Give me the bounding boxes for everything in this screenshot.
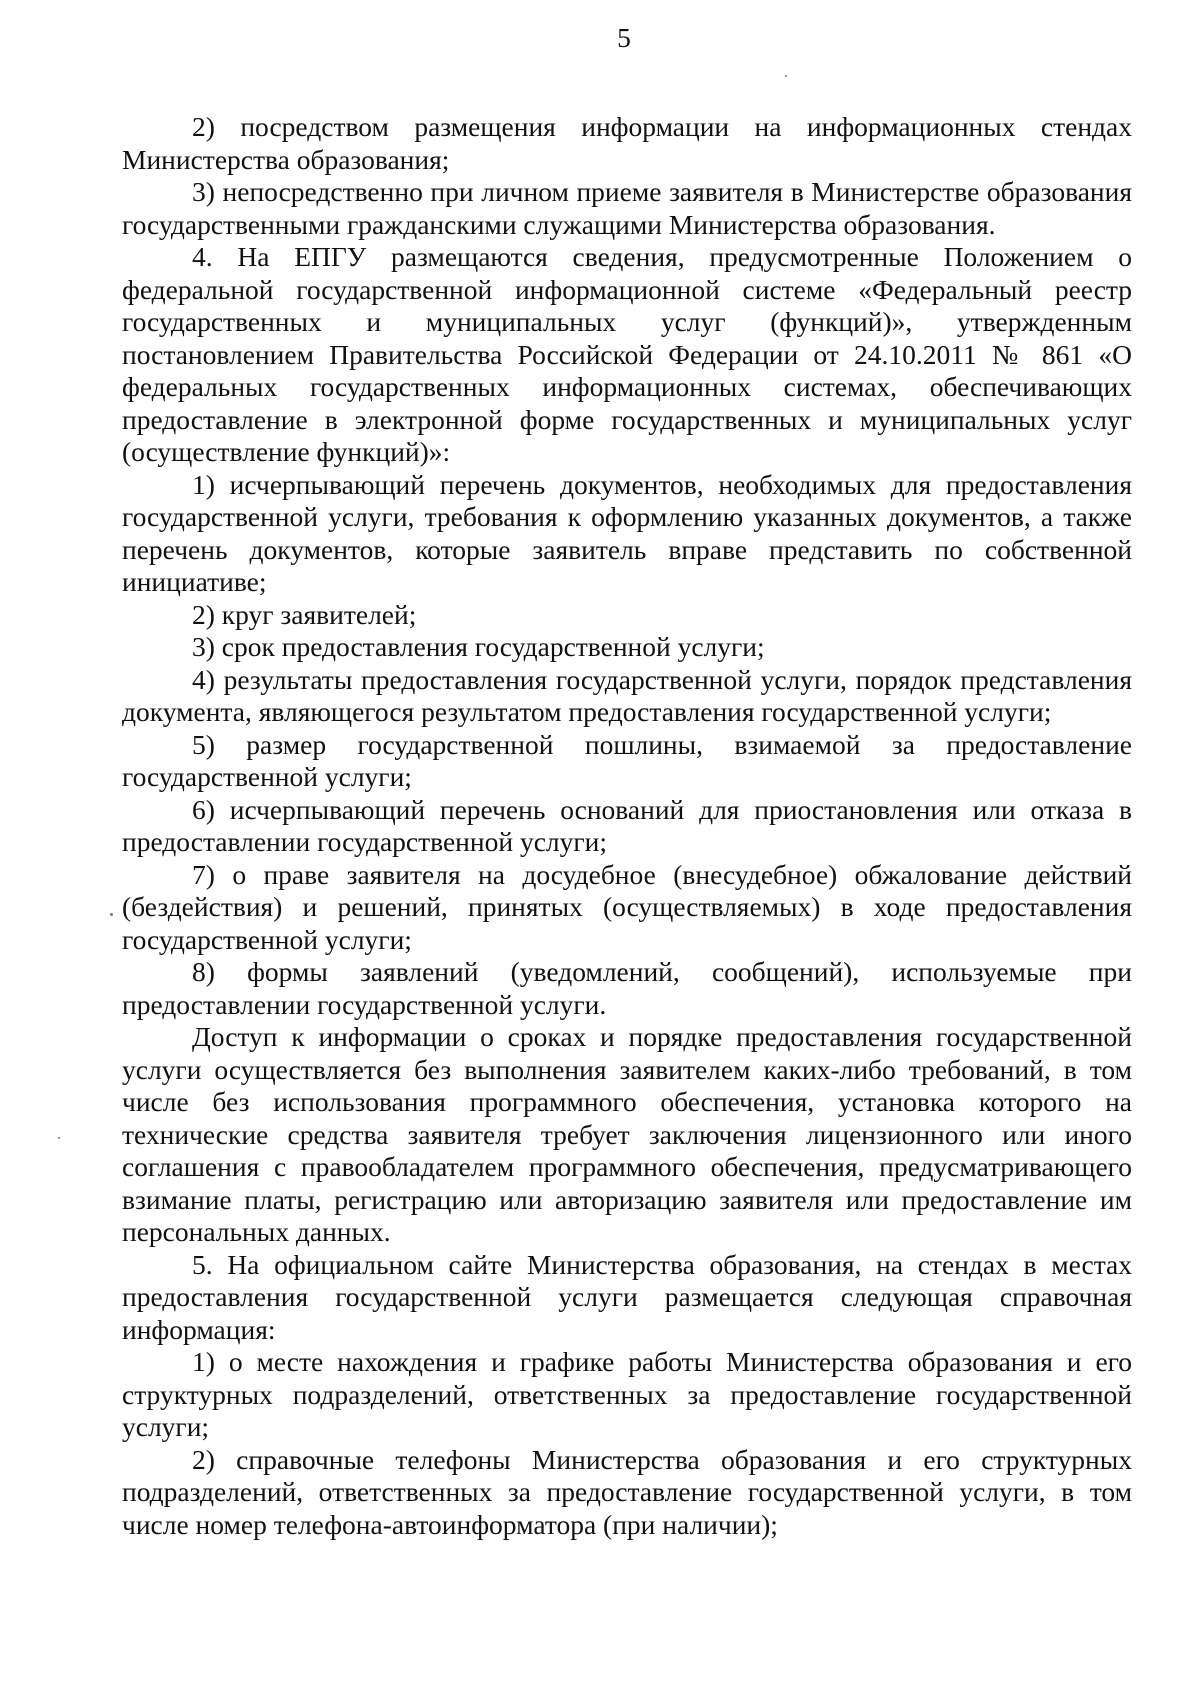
paragraph-14: 1) о месте нахождения и графике работы Министерства образования и его структурных подразделений, ответственных за предоставление государственной услуги; xyxy=(122,1346,1132,1442)
paragraph-9: 6) исчерпывающий перечень оснований для приостановления или отказа в предоставлении государственной услуги; xyxy=(122,793,1132,857)
paragraph-1: 2) посредством размещения информации на информационных стендах Министерства образования; xyxy=(122,111,1132,175)
paragraph-12: Доступ к информации о сроках и порядке предоставления государственной услуги осуществляется без выполнения заявителем каких-либо требований, в том числе без использования программного обеспечения, установка которого на технические средства заявителя требует заключения лицензионного или иного соглашения с правообладателем программного обеспечения, предусматривающего взимание платы, регистрацию или авторизацию заявителя или предоставление им персональных данных. xyxy=(122,1021,1132,1247)
paragraph-15: 2) справочные телефоны Министерства образования и его структурных подразделений, ответственных за предоставление государственной услуги, в том числе номер телефона-автоинформатора (при наличии); xyxy=(122,1443,1132,1540)
paragraph-3: 4. На ЕПГУ размещаются сведения, предусмотренные Положением о федеральной государственной информационной системе «Федеральный реестр государственных и муниципальных услуг (функций)», утвержденным постановлением Правительства Российской Федерации от 24.10.2011 № 861 «О федеральных государственных информационных системах, обеспечивающих предоставление в электронной форме государственных и муниципальных услуг (осуществление функций)»: xyxy=(122,241,1132,467)
paragraph-11: 8) формы заявлений (уведомлений, сообщений), используемые при предоставлении государственной услуги. xyxy=(122,956,1132,1020)
paragraph-2: 3) непосредственно при личном приеме заявителя в Министерстве образования государственными гражданскими служащими Министерства образования. xyxy=(122,176,1132,240)
paragraph-5: 2) круг заявителей; xyxy=(192,598,417,630)
paragraph-4: 1) исчерпывающий перечень документов, необходимых для предоставления государственной услуги, требования к оформлению указанных документов, а также перечень документов, которые заявитель вправе представить по собственной инициативе; xyxy=(122,468,1132,597)
paragraph-6: 3) срок предоставления государственной услуги; xyxy=(192,631,765,662)
paragraph-10: 7) о праве заявителя на досудебное (внесудебное) обжалование действий (бездействия) и решений, принятых (осуществляемых) в ходе предоставления государственной услуги; xyxy=(122,858,1132,955)
paragraph-8: 5) размер государственной пошлины, взимаемой за предоставление государственной услуги; xyxy=(122,728,1132,792)
document-body xyxy=(122,111,1132,1541)
scan-speck xyxy=(58,1137,60,1139)
page-number: 5 xyxy=(617,22,631,53)
paragraph-13: 5. На официальном сайте Министерства образования, на стендах в местах предоставления государственной услуги размещается следующая справочная информация: xyxy=(122,1248,1132,1345)
scan-speck xyxy=(785,75,787,77)
paragraph-7: 4) результаты предоставления государственной услуги, порядок представления документа, являющегося результатом предоставления государственной услуги; xyxy=(122,663,1132,727)
scan-speck xyxy=(110,913,113,916)
